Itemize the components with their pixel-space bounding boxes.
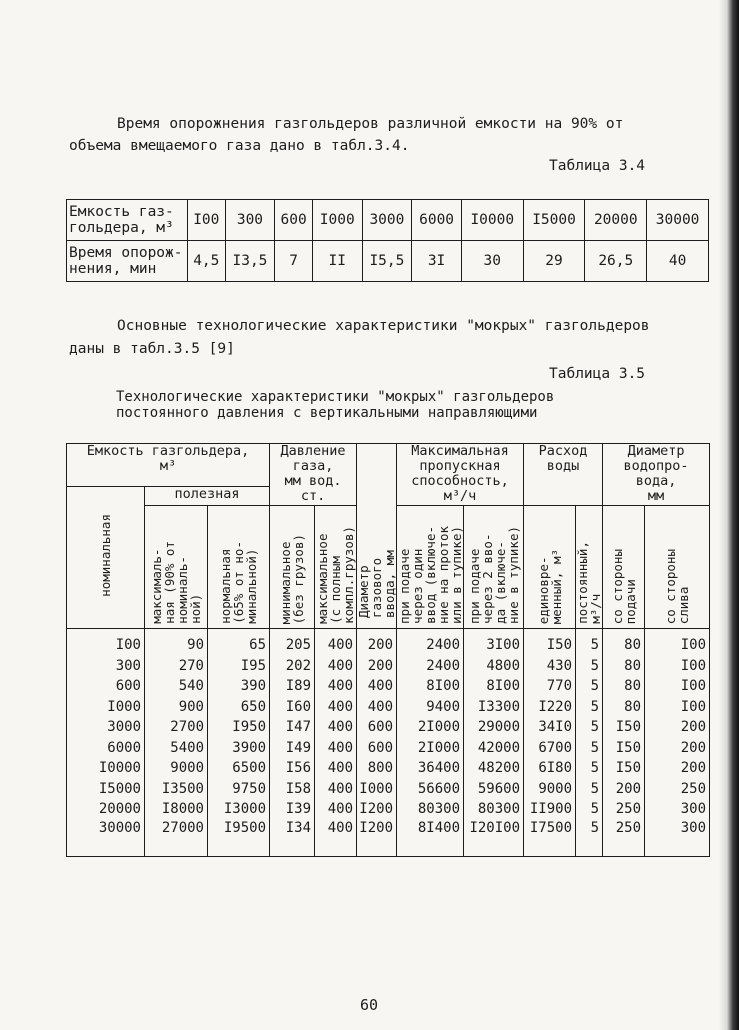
table-cell: I34 xyxy=(270,820,315,857)
table-cell: 5 xyxy=(576,779,603,800)
table-row xyxy=(67,241,709,282)
table-cell: 400 xyxy=(315,820,357,857)
table-caption: Технологические характеристики "мокрых" газгольдеров постоянного давления с вертикальными направляющими xyxy=(116,389,555,421)
table-cell: 59600 xyxy=(464,779,524,800)
table-cell: 6I80 xyxy=(524,758,576,779)
table-cell: 80 xyxy=(603,676,645,697)
table-cell: 200 xyxy=(645,717,710,738)
table-row xyxy=(67,758,710,779)
table-cell: 400 xyxy=(315,738,357,759)
table-cell: I95 xyxy=(208,656,270,677)
table-cell: I49 xyxy=(270,738,315,759)
capacity-cell: I00 xyxy=(188,200,226,241)
table-cell: I0000 xyxy=(67,758,145,779)
table-cell: 20000 xyxy=(67,799,145,820)
paragraph-line: Время опорожнения газгольдеров различной емкости на 90% от xyxy=(117,116,624,132)
table-cell: 200 xyxy=(645,758,710,779)
table-cell: 770 xyxy=(524,676,576,697)
table-cell: 2I000 xyxy=(397,738,464,759)
capacity-cell: 20000 xyxy=(585,200,647,241)
table-cell: 400 xyxy=(315,629,357,656)
table-cell: 200 xyxy=(357,656,397,677)
row-header: Емкость газ- гольдера, м³ xyxy=(67,200,188,241)
table-cell: II900 xyxy=(524,799,576,820)
header-nominal: номинальная xyxy=(67,487,145,629)
table-cell: 200 xyxy=(603,779,645,800)
table-cell: 390 xyxy=(208,676,270,697)
gasholder-characteristics-table xyxy=(66,443,710,857)
table-cell: I200 xyxy=(357,799,397,820)
table-cell: 6700 xyxy=(524,738,576,759)
table-cell: 9000 xyxy=(145,758,208,779)
table-row xyxy=(67,676,710,697)
table-cell: I00 xyxy=(645,656,710,677)
table-cell: 30000 xyxy=(67,820,145,857)
time-cell: I3,5 xyxy=(225,241,275,282)
table-cell: 900 xyxy=(145,697,208,718)
table-cell: I000 xyxy=(67,697,145,718)
table-cell: 300 xyxy=(645,820,710,857)
header-useful-max: максималь- ная (90% от номиналь- ной) xyxy=(145,506,208,629)
header-pipe-drain: со стороны слива xyxy=(645,506,710,629)
table-cell: I00 xyxy=(645,629,710,656)
time-cell: 29 xyxy=(523,241,585,282)
header-pressure-min: минимальное (без грузов) xyxy=(270,506,315,629)
capacity-cell: 600 xyxy=(275,200,313,241)
header-pipe-feed: со стороны подачи xyxy=(603,506,645,629)
table-cell: 5 xyxy=(576,717,603,738)
emptying-time-table xyxy=(66,199,709,282)
table-cell: 600 xyxy=(357,738,397,759)
table-cell: 5 xyxy=(576,738,603,759)
table-cell: 8I00 xyxy=(464,676,524,697)
table-row xyxy=(67,697,710,718)
table-row xyxy=(67,779,710,800)
table-cell: I50 xyxy=(603,758,645,779)
table-cell: I47 xyxy=(270,717,315,738)
time-cell: II xyxy=(312,241,362,282)
table-cell: 48200 xyxy=(464,758,524,779)
table-cell: 9000 xyxy=(524,779,576,800)
table-cell: 250 xyxy=(603,799,645,820)
header-max-throughput: Максимальная пропускная способность, м³/ч xyxy=(397,444,524,506)
table-cell: 205 xyxy=(270,629,315,656)
header-water-constant: постоянный, м³/ч xyxy=(576,506,603,629)
table-cell: 80 xyxy=(603,629,645,656)
table-cell: I00 xyxy=(645,697,710,718)
table-cell: 400 xyxy=(315,758,357,779)
table-cell: 80 xyxy=(603,656,645,677)
table-row xyxy=(67,717,710,738)
table-cell: 2700 xyxy=(145,717,208,738)
table-body xyxy=(67,629,710,857)
table-cell: 80 xyxy=(603,697,645,718)
table-cell: I60 xyxy=(270,697,315,718)
capacity-cell: 30000 xyxy=(647,200,709,241)
table-cell: 5 xyxy=(576,656,603,677)
page-number: 60 xyxy=(360,996,379,1014)
table-cell: 800 xyxy=(357,758,397,779)
table-cell: 5 xyxy=(576,676,603,697)
table-cell: 3000 xyxy=(67,717,145,738)
table-label: Таблица 3.5 xyxy=(549,366,646,382)
table-cell: 42000 xyxy=(464,738,524,759)
header-water-consumption: Расход воды xyxy=(524,444,603,506)
capacity-cell: I5000 xyxy=(523,200,585,241)
table-row xyxy=(67,656,710,677)
header-useful: полезная xyxy=(145,487,270,506)
table-cell: 56600 xyxy=(397,779,464,800)
table-cell: I000 xyxy=(357,779,397,800)
table-cell: I50 xyxy=(603,717,645,738)
table-cell: 300 xyxy=(67,656,145,677)
table-cell: 200 xyxy=(645,738,710,759)
capacity-cell: 300 xyxy=(225,200,275,241)
table-cell: 9750 xyxy=(208,779,270,800)
table-cell: 5400 xyxy=(145,738,208,759)
table-cell: 400 xyxy=(357,697,397,718)
table-cell: 600 xyxy=(67,676,145,697)
table-cell: 5 xyxy=(576,697,603,718)
header-flow-one-inlet: при подаче через один ввод (включе- ние на проток или в тупике) xyxy=(397,506,464,629)
table-row xyxy=(67,738,710,759)
table-cell: 80300 xyxy=(464,799,524,820)
table-cell: 400 xyxy=(315,676,357,697)
table-cell: 200 xyxy=(357,629,397,656)
header-flow-two-inlets: при подаче через 2 вво- да (включе- ние в тупике) xyxy=(464,506,524,629)
paragraph-line: Основные технологические характеристики "мокрых" газгольдеров xyxy=(117,318,650,334)
table-cell: 270 xyxy=(145,656,208,677)
header-row xyxy=(67,444,710,487)
table-cell: 36400 xyxy=(397,758,464,779)
table-row xyxy=(67,200,709,241)
table-cell: I50 xyxy=(524,629,576,656)
table-cell: 400 xyxy=(315,656,357,677)
table-cell: I220 xyxy=(524,697,576,718)
header-gas-inlet-diameter: Диаметр газового ввода, мм xyxy=(357,444,397,629)
table-cell: 9400 xyxy=(397,697,464,718)
time-cell: 30 xyxy=(461,241,523,282)
table-cell: 8I400 xyxy=(397,820,464,857)
table-cell: I20I00 xyxy=(464,820,524,857)
table-cell: 400 xyxy=(357,676,397,697)
time-cell: 7 xyxy=(275,241,313,282)
table-cell: 250 xyxy=(603,820,645,857)
time-cell: 4,5 xyxy=(188,241,226,282)
table-cell: 27000 xyxy=(145,820,208,857)
capacity-cell: I0000 xyxy=(461,200,523,241)
table-cell: 90 xyxy=(145,629,208,656)
capacity-cell: I000 xyxy=(312,200,362,241)
table-cell: 6000 xyxy=(67,738,145,759)
table-cell: 2400 xyxy=(397,629,464,656)
table-cell: 3900 xyxy=(208,738,270,759)
header-pressure-max: максимальное (с полным компл.грузов) xyxy=(315,506,357,629)
table-cell: 2I000 xyxy=(397,717,464,738)
header-capacity: Емкость газгольдера, м³ xyxy=(67,444,270,487)
table-cell: 540 xyxy=(145,676,208,697)
table-cell: 8I00 xyxy=(397,676,464,697)
table-row xyxy=(67,799,710,820)
table-cell: 80300 xyxy=(397,799,464,820)
header-pressure: Давление газа, мм вод. ст. xyxy=(270,444,357,506)
table-cell: I9500 xyxy=(208,820,270,857)
table-cell: 5 xyxy=(576,799,603,820)
table-cell: I950 xyxy=(208,717,270,738)
row-header: Время опорож- нения, мин xyxy=(67,241,188,282)
table-cell: I3000 xyxy=(208,799,270,820)
table-row xyxy=(67,629,710,656)
table-cell: 29000 xyxy=(464,717,524,738)
table-cell: 250 xyxy=(645,779,710,800)
table-cell: I56 xyxy=(270,758,315,779)
header-water-once: единовре- менный, м³ xyxy=(524,506,576,629)
table-cell: 2400 xyxy=(397,656,464,677)
table-cell: 400 xyxy=(315,799,357,820)
table-cell: 400 xyxy=(315,717,357,738)
table-cell: 3I00 xyxy=(464,629,524,656)
table-cell: 600 xyxy=(357,717,397,738)
table-cell: I5000 xyxy=(67,779,145,800)
table-cell: 34I0 xyxy=(524,717,576,738)
table-cell: I8000 xyxy=(145,799,208,820)
table-cell: 300 xyxy=(645,799,710,820)
capacity-cell: 3000 xyxy=(362,200,412,241)
table-row xyxy=(67,820,710,857)
table-cell: I58 xyxy=(270,779,315,800)
table-cell: 400 xyxy=(315,779,357,800)
capacity-cell: 6000 xyxy=(412,200,462,241)
table-cell: 4800 xyxy=(464,656,524,677)
time-cell: 26,5 xyxy=(585,241,647,282)
table-cell: 6500 xyxy=(208,758,270,779)
table-cell: 202 xyxy=(270,656,315,677)
header-pipe-diameter: Диаметр водопро- вода, мм xyxy=(603,444,710,506)
table-cell: 650 xyxy=(208,697,270,718)
table-cell: I50 xyxy=(603,738,645,759)
table-label: Таблица 3.4 xyxy=(549,158,646,174)
time-cell: I5,5 xyxy=(362,241,412,282)
table-cell: I200 xyxy=(357,820,397,857)
table-cell: I89 xyxy=(270,676,315,697)
table-cell: I39 xyxy=(270,799,315,820)
table-cell: I7500 xyxy=(524,820,576,857)
table-cell: 400 xyxy=(315,697,357,718)
table-cell: 5 xyxy=(576,758,603,779)
table-cell: 5 xyxy=(576,820,603,857)
table-cell: 430 xyxy=(524,656,576,677)
table-cell: I3300 xyxy=(464,697,524,718)
table-cell: 65 xyxy=(208,629,270,656)
table-cell: I3500 xyxy=(145,779,208,800)
page-edge-shadow xyxy=(719,0,739,1030)
table-cell: I00 xyxy=(645,676,710,697)
paragraph-line: даны в табл.3.5 [9] xyxy=(69,341,235,357)
time-cell: 3I xyxy=(412,241,462,282)
time-cell: 40 xyxy=(647,241,709,282)
paragraph-line: объема вмещаемого газа дано в табл.3.4. xyxy=(69,138,410,154)
table-cell: 5 xyxy=(576,629,603,656)
header-useful-normal: нормальная (65% от но- минальной) xyxy=(208,506,270,629)
table-cell: I00 xyxy=(67,629,145,656)
